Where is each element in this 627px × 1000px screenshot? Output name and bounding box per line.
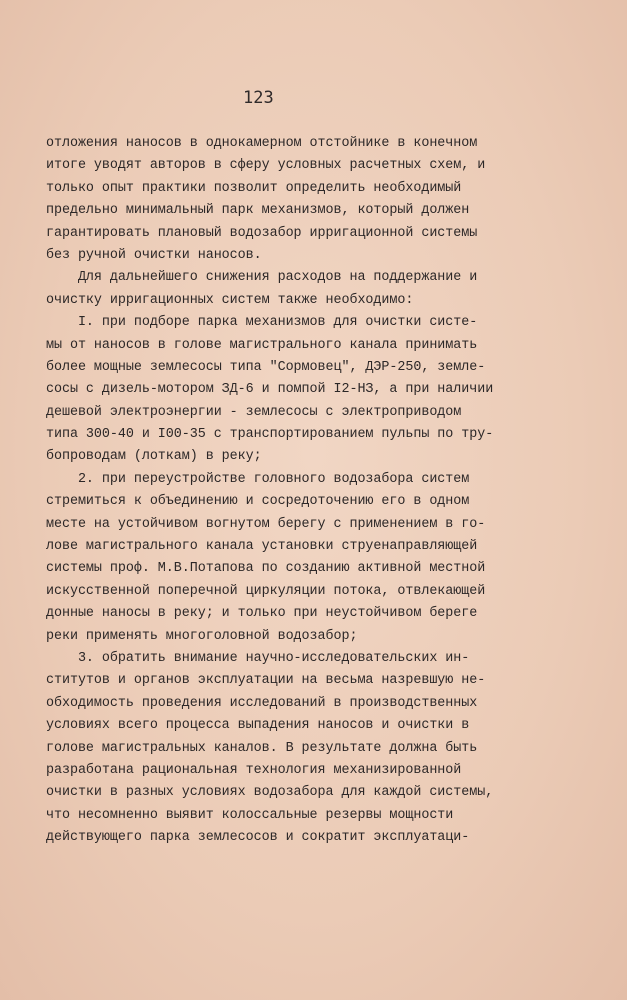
text-line: реки применять многоголовной водозабор; [46, 628, 358, 644]
text-line: Для дальнейшего снижения расходов на поддержание и [46, 270, 478, 286]
text-line: бопроводам (лоткам) в реку; [46, 449, 262, 465]
text-line: дешевой электроэнергии - землесосы с электроприводом [46, 404, 462, 420]
text-line: очистку ирригационных систем также необходимо: [46, 292, 414, 308]
text-line: итоге уводят авторов в сферу условных расчетных схем, и [46, 158, 486, 174]
text-line: лове магистрального канала установки струенаправляющей [46, 539, 478, 555]
text-line: 2. при переустройстве головного водозабора систем [46, 471, 470, 487]
text-line: гарантировать плановый водозабор ирригационной системы [46, 225, 478, 241]
text-line: отложения наносов в однокамерном отстойнике в конечном [46, 136, 478, 151]
text-line: мы от наносов в голове магистрального канала принимать [46, 337, 478, 353]
text-line: месте на устойчивом вогнутом берегу с применением в го- [46, 516, 486, 532]
text-line: системы проф. М.В.Потапова по созданию активной местной [46, 561, 486, 577]
text-line: обходимость проведения исследований в производственных [46, 695, 478, 711]
text-line: очистки в разных условиях водозабора для каждой системы, [46, 785, 494, 801]
text-line: что несомненно выявит колоссальные резервы мощности [46, 807, 454, 823]
text-line: разработана рациональная технология механизированной [46, 762, 462, 778]
text-line: донные наносы в реку; и только при неустойчивом береге [46, 606, 478, 622]
text-line: типа 300-40 и I00-35 с транспортированием пульпы по тру- [46, 427, 494, 443]
text-line: условиях всего процесса выпадения наносов и очистки в [46, 718, 470, 734]
text-line: искусственной поперечной циркуляции потока, отвлекающей [46, 583, 486, 599]
body-text [46, 133, 591, 850]
text-line: более мощные землесосы типа "Сормовец", ДЭР-250, земле- [46, 359, 486, 375]
text-line: ститутов и органов эксплуатации на весьма назревшую не- [46, 673, 486, 689]
text-line: только опыт практики позволит определить необходимый [46, 180, 462, 196]
text-line: стремиться к объединению и сосредоточению его в одном [46, 494, 470, 510]
text-line: действующего парка землесосов и сократит эксплуатаци- [46, 830, 470, 846]
text-line: 3. обратить внимание научно-исследовательских ин- [46, 650, 470, 666]
text-line: без ручной очистки наносов. [46, 247, 262, 263]
text-line: голове магистральных каналов. В результате должна быть [46, 740, 478, 756]
text-line: сосы с дизель-мотором ЗД-6 и помпой I2-НЗ, а при наличии [46, 382, 494, 398]
text-line: предельно минимальный парк механизмов, который должен [46, 203, 470, 219]
page-number: 123 [243, 88, 274, 108]
text-line: I. при подборе парка механизмов для очистки систе- [46, 315, 478, 331]
